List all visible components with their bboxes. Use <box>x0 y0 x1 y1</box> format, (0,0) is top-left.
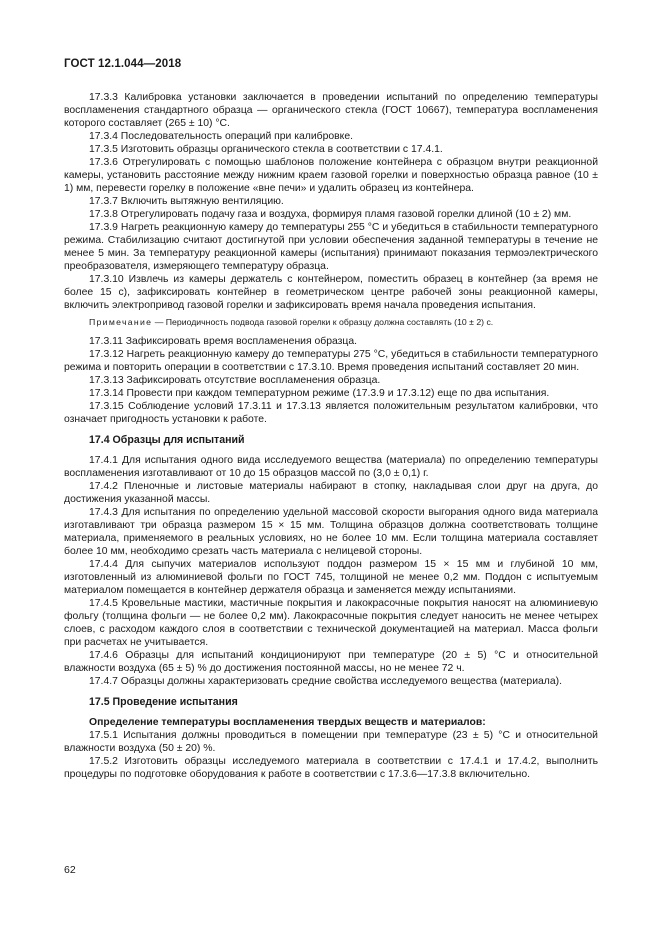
paragraph-17-3-9: 17.3.9 Нагреть реакционную камеру до температуры 255 °С и убедиться в стабильности температурного режима. Стабилизацию считают достигнутой при условии обеспечения заданной температуры в течение не менее 5 мин. За температуру реакционной камеры (испытания) принимают показания термоэлектрического преобразователя, измеряющего температуру образца. <box>64 222 598 272</box>
subheading-ignition-temperature: Определение температуры воспламенения твердых веществ и материалов: <box>89 717 486 728</box>
paragraph-17-4-2: 17.4.2 Пленочные и листовые материалы набирают в стопку, накладывая слои друг на друга, до достижения указанной массы. <box>64 481 598 505</box>
paragraph-17-4-5: 17.4.5 Кровельные мастики, мастичные покрытия и лакокрасочные покрытия наносят на алюминиевую фольгу (толщина фольги — не более 0,2 мм). Лакокрасочные покрытия следует наносить не менее четырех слоев, с расходом каждого слоя в соответствии с технической документацией на материал. Масса фольги при расчетах не учитывается. <box>64 598 598 648</box>
note <box>64 316 598 328</box>
paragraph-17-4-1: 17.4.1 Для испытания одного вида исследуемого вещества (материала) по определению температуры воспламенения изготавливают от 10 до 15 образцов массой по (3,0 ± 0,1) г. <box>64 455 598 479</box>
paragraph-17-5-2: 17.5.2 Изготовить образцы исследуемого материала в соответствии с 17.4.1 и 17.4.2, выполнить процедуры по подготовке оборудования к работе в соответствии с 17.3.6—17.3.8 включительно. <box>64 756 598 780</box>
section-heading-17-4: 17.4 Образцы для испытаний <box>89 434 245 446</box>
paragraph-17-3-7: 17.3.7 Включить вытяжную вентиляцию. <box>89 196 284 207</box>
document-body <box>64 91 598 781</box>
paragraph-17-3-12: 17.3.12 Нагреть реакционную камеру до температуры 275 °С, убедиться в стабильности температурного режима и повторить операции в соответствии с 17.3.10. Время проведения испытаний составляет 20 мин. <box>64 349 598 373</box>
paragraph-17-3-13: 17.3.13 Зафиксировать отсутствие воспламенения образца. <box>89 375 381 386</box>
paragraph-17-4-4: 17.4.4 Для сыпучих материалов используют поддон размером 15 × 15 мм и глубиной 10 мм, изготовленный из алюминиевой фольги по ГОСТ 745, толщиной не менее 0,2 мм. Поддон с испытуемым материалом помещается в контейнер держателя образца и заменяется между испытаниями. <box>64 559 598 596</box>
paragraph-17-5-1: 17.5.1 Испытания должны проводиться в помещении при температуре (23 ± 5) °С и относительной влажности воздуха (50 ± 20) %. <box>64 730 598 754</box>
paragraph-17-3-8: 17.3.8 Отрегулировать подачу газа и воздуха, формируя пламя газовой горелки длиной (10 ± 2) мм. <box>89 209 572 220</box>
note-label: Примечание <box>89 317 153 327</box>
paragraph-17-3-14: 17.3.14 Провести при каждом температурном режиме (17.3.9 и 17.3.12) еще по два испытания. <box>89 388 550 399</box>
paragraph-17-3-3: 17.3.3 Калибровка установки заключается в проведении испытаний по определению температуры воспламенения стандартного образца — органического стекла (ГОСТ 10667), температура воспламенения которого составляет (265 ± 10) °С. <box>64 92 598 129</box>
paragraph-17-3-10: 17.3.10 Извлечь из камеры держатель с контейнером, поместить образец в контейнер (за время не более 15 с), зафиксировать контейнер в геометрическом центре рабочей зоны реакционной камеры, включить электропривод газовой горелки и зафиксировать время начала проведения испытания. <box>64 274 598 311</box>
page-number: 62 <box>64 864 76 876</box>
document-header: ГОСТ 12.1.044—2018 <box>64 58 182 70</box>
paragraph-17-4-6: 17.4.6 Образцы для испытаний кондиционируют при температуре (20 ± 5) °С и относительной влажности воздуха (65 ± 5) % до достижения постоянной массы, но не менее 72 ч. <box>64 650 598 674</box>
paragraph-17-3-5: 17.3.5 Изготовить образцы органического стекла в соответствии с 17.4.1. <box>89 144 443 155</box>
paragraph-17-4-7: 17.4.7 Образцы должны характеризовать средние свойства исследуемого вещества (материала). <box>89 676 562 687</box>
paragraph-17-3-6: 17.3.6 Отрегулировать с помощью шаблонов положение контейнера с образцом внутри реакционной камеры, установить расстояние между нижним краем газовой горелки и поверхностью образца равное (10 ± 1) мм, перевести горелку в положение «вне печи» и удалить образец из контейнера. <box>64 157 598 194</box>
section-heading-17-5: 17.5 Проведение испытания <box>89 696 238 708</box>
paragraph-17-4-3: 17.4.3 Для испытания по определению удельной массовой скорости выгорания одного вида материала изготавливают три образца размером 15 × 15 мм. Толщина образцов должна соответствовать толщине материала, применяемого в реальных условиях, но не более 10 мм. Если толщина материала составляет более 10 мм, необходимо срезать часть материала с нелицевой стороны. <box>64 507 598 557</box>
paragraph-17-3-15: 17.3.15 Соблюдение условий 17.3.11 и 17.3.13 является положительным результатом калибровки, что означает пригодность установки к работе. <box>64 401 598 425</box>
paragraph-17-3-11: 17.3.11 Зафиксировать время воспламенения образца. <box>89 336 358 347</box>
note-text: — Периодичность подвода газовой горелки к образцу должна составлять (10 ± 2) с. <box>152 317 494 327</box>
paragraph-17-3-4: 17.3.4 Последовательность операций при калибровке. <box>89 131 354 142</box>
